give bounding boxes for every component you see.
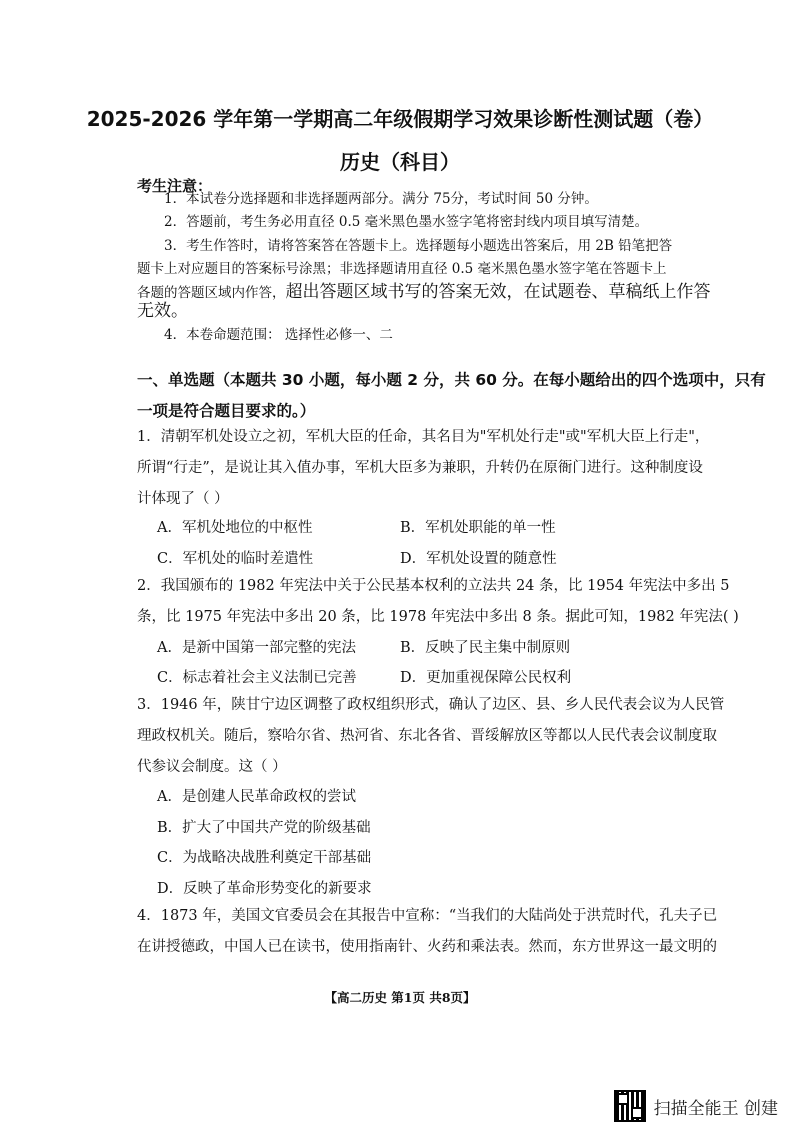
notice-warning-text: 超出答题区域书写的答案无效，在试题卷、草稿纸上作答 bbox=[285, 282, 711, 302]
q1-option-d: D．军机处设置的随意性 bbox=[400, 551, 557, 567]
notice-item-1: 1．本试卷分选择题和非选择题两部分。满分 75分，考试时间 50 分钟。 bbox=[164, 191, 598, 207]
notice-item-4: 4．本卷命题范围： 选择性必修一、二 bbox=[164, 327, 393, 343]
scanner-watermark bbox=[614, 1090, 778, 1122]
notice-item-3-cont: 题卡上对应题目的答案标号涂黑；非选择题请用直径 0.5 毫米黑色墨水签字笔在答题卡上 bbox=[137, 261, 667, 277]
q3-option-b: B．扩大了中国共产党的阶级基础 bbox=[157, 820, 371, 836]
q2-option-c: C．标志着社会主义法制已完善 bbox=[157, 670, 357, 686]
notice-heading: 考生注意： bbox=[137, 177, 213, 195]
question-1: 1．清朝军机处设立之初，军机大臣的任命，其名目为"军机处行走"或"军机大臣上行走"， 所谓“行走”，是说让其入值办事，军机大臣多为兼职，升转仍在原衙门进行。这种制度设 计体现了（ ） bbox=[137, 429, 710, 507]
q3-option-a: A．是创建人民革命政权的尝试 bbox=[157, 789, 356, 805]
q1-option-a: A．军机处地位的中枢性 bbox=[157, 520, 313, 536]
question-2: 2．我国颁布的 1982 年宪法中关于公民基本权利的立法共 24 条，比 1954 年宪法中多出 5 条，比 1975 年宪法中多出 20 条，比 1978 年宪法中多出 8 条。据此可知，1982 年宪法( ) bbox=[137, 578, 739, 625]
notice-item-3-end: 无效。 bbox=[137, 301, 188, 321]
q1-option-b: B．军机处职能的单一性 bbox=[400, 520, 556, 536]
question-4: 4．1873 年，美国文官委员会在其报告中宣称：“当我们的大陆尚处于洪荒时代，孔夫子已 在讲授德政，中国人已在读书，使用指南针、火药和乘法表。然而，东方世界这一最文明的 bbox=[137, 908, 718, 955]
watermark-text: 扫描全能王 创建 bbox=[653, 1098, 778, 1119]
notice-item-2: 2．答题前，考生务必用直径 0.5 毫米黑色墨水签字笔将密封线内项目填写清楚。 bbox=[164, 214, 649, 230]
page-footer: 【高二历史 第1页 共8页】 bbox=[324, 990, 476, 1005]
notice-item-3-cont2: 各题的答题区域内作答，超出答题区域书写的答案无效，在试题卷、草稿纸上作答 bbox=[137, 282, 711, 302]
qr-code-icon bbox=[614, 1090, 646, 1122]
q3-option-c: C．为战略决战胜利奠定干部基础 bbox=[157, 850, 372, 866]
q3-option-d: D．反映了革命形势变化的新要求 bbox=[157, 881, 372, 897]
section-heading: 一、单选题（本题共 30 小题，每小题 2 分，共 60 分。在每小题给出的四个选项中，只有 一项是符合题目要求的。） bbox=[137, 371, 766, 420]
exam-subject: 历史（科目） bbox=[340, 150, 460, 174]
q1-option-c: C．军机处的临时差遣性 bbox=[157, 551, 314, 567]
exam-title: 2025-2026 学年第一学期高二年级假期学习效果诊断性测试题（卷） bbox=[86, 107, 714, 131]
notice-item-3: 3．考生作答时，请将答案答在答题卡上。选择题每小题选出答案后，用 2B 铅笔把答 bbox=[164, 238, 673, 254]
q2-option-a: A．是新中国第一部完整的宪法 bbox=[157, 640, 356, 656]
question-3: 3．1946 年，陕甘宁边区调整了政权组织形式，确认了边区、县、乡人民代表会议为人民管 理政权机关。随后，察哈尔省、热河省、东北各省、晋绥解放区等都以人民代表会议制度取 代参议会制度。这（ ） bbox=[137, 697, 725, 775]
q2-option-d: D．更加重视保障公民权利 bbox=[400, 670, 572, 686]
q2-option-b: B．反映了民主集中制原则 bbox=[400, 640, 571, 656]
